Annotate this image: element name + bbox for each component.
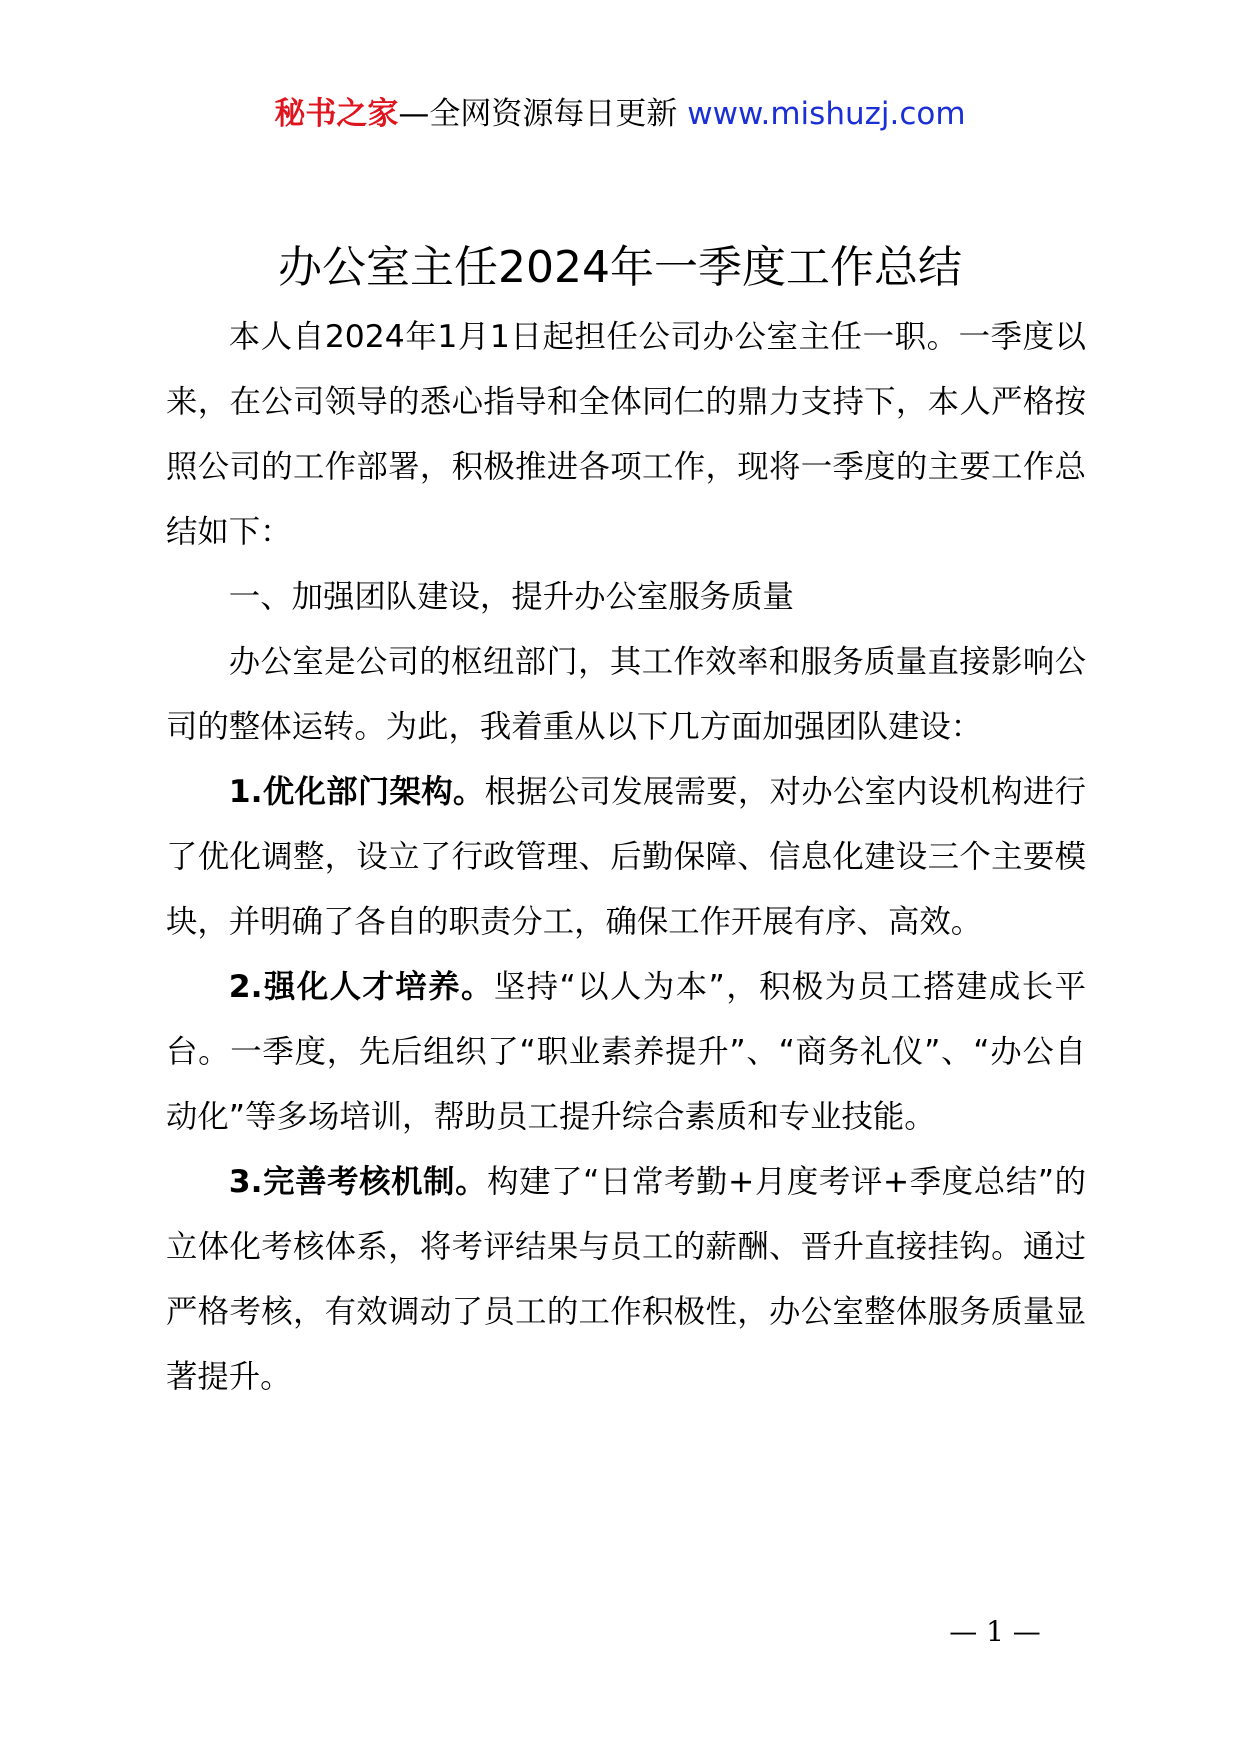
site-tagline: —全网资源每日更新 [398,96,688,132]
item-text-2: 坚持“以人为本”，积极为员工搭建成长平台。一季度，先后组织了“职业素养提升”、“商务礼仪”、“办公自动化”等多场培训，帮助员工提升综合素质和专业技能。 [166,969,1086,1135]
site-header [0,94,1240,134]
item-heading-1: 1.优化部门架构。 [228,774,485,810]
section-intro-paragraph: 办公室是公司的枢纽部门，其工作效率和服务质量直接影响公司的整体运转。为此，我着重从以下几方面加强团队建设： [166,644,1086,745]
item-paragraph-2 [166,955,1086,1150]
item-paragraph-3 [166,1150,1086,1410]
document-body [166,305,1086,1410]
item-text-1: 根据公司发展需要，对办公室内设机构进行了优化调整，设立了行政管理、后勤保障、信息化建设三个主要模块，并明确了各自的职责分工，确保工作开展有序、高效。 [166,774,1086,940]
site-url-link[interactable]: www.mishuzj.com [687,96,966,132]
section-heading: 一、加强团队建设，提升办公室服务质量 [228,579,794,615]
item-text-3: 构建了“日常考勤+月度考评+季度总结”的立体化考核体系，将考评结果与员工的薪酬、晋升直接挂钩。通过严格考核，有效调动了员工的工作积极性，办公室整体服务质量显著提升。 [166,1164,1086,1395]
site-brand: 秘书之家 [274,96,399,132]
item-paragraph-1 [166,760,1086,955]
document-title: 办公室主任2024年一季度工作总结 [278,242,962,293]
item-heading-2: 2.强化人才培养。 [228,969,494,1005]
page-number: — 1 — [949,1615,1041,1648]
intro-paragraph: 本人自2024年1月1日起担任公司办公室主任一职。一季度以来，在公司领导的悉心指导和全体同仁的鼎力支持下，本人严格按照公司的工作部署，积极推进各项工作，现将一季度的主要工作总结如下： [166,319,1086,550]
item-heading-3: 3.完善考核机制。 [228,1164,488,1200]
